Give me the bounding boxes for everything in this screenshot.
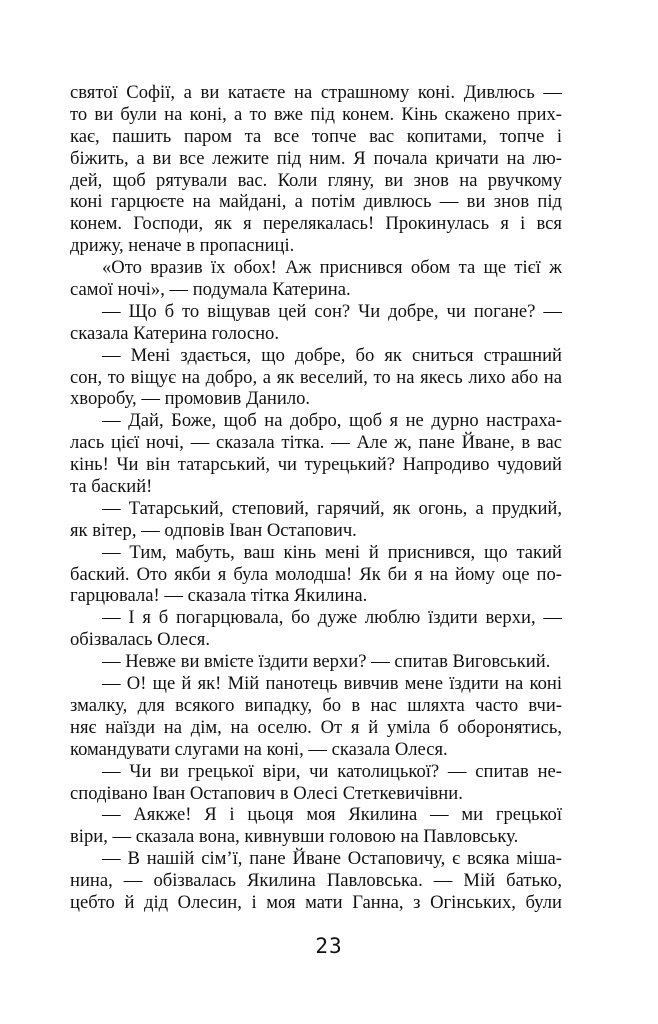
text-line: няє наїзди на дім, на оселю. От я й уміла б оборонятись, <box>70 716 562 738</box>
text-line: святої Софії, а ви катаєте на страшному коні. Дивлюсь — <box>70 82 562 103</box>
text-line: коні гарцюєте на майдані, а потім дивлюсь — ви знов під <box>70 191 562 213</box>
text-line: — В нашій сім’ї, пане Йване Остаповичу, є всяка міша- <box>102 848 562 870</box>
text-line: біжить, а ви все лежите під ним. Я почала кричати на лю- <box>70 147 562 169</box>
text-line: — Аякже! Я і цьоця моя Якилина — ми грецької <box>102 804 562 826</box>
text-line: дей, щоб рятували вас. Коли гляну, ви знов на рвучкому <box>70 169 562 191</box>
text-line: змалку, для всякого випадку, бо в нас шляхта часто вчи- <box>70 694 562 716</box>
text-line: «Ото вразив їх обох! Аж приснився обом та ще тієї ж <box>102 257 562 279</box>
text-line: — Чи ви грецької віри, чи католицької? — спитав не- <box>102 760 562 782</box>
text-line: обізвалась Олеся. <box>70 629 211 651</box>
text-line: баский. Ото якби я була молодша! Як би я на йому оце по- <box>70 563 562 585</box>
text-line: — І я б погарцювала, бо дуже люблю їздити верхи, — <box>102 607 562 629</box>
text-line: — Що б то віщував цей сон? Чи добре, чи погане? — <box>102 300 562 322</box>
text-line: кає, пашить паром та все топче вас копитами, топче і <box>70 125 562 147</box>
text-line: сон, то віщує на добро, а як веселий, то на якесь лихо або на <box>70 366 562 388</box>
text-line: — Дай, Боже, щоб на добро, щоб я не дурно настраха- <box>102 410 562 432</box>
text-line: — Тим, мабуть, ваш кінь мені й приснився, що такий <box>102 541 562 563</box>
text-line: нина, — обізвалась Якилина Павловська. — Мій батько, <box>70 870 562 892</box>
text-line: цебто й дід Олесин, і моя мати Ганна, з Огінських, були <box>70 891 562 913</box>
text-line: гарцювала! — сказала тітка Якилина. <box>70 585 368 607</box>
text-line: командувати слугами на коні, — сказала Олеся. <box>70 738 448 760</box>
text-line: сподівано Іван Остапович в Олесі Стеткевичівни. <box>70 782 463 804</box>
text-line: — Невже ви вмієте їздити верхи? — спитав Виговський. <box>102 651 551 673</box>
text-line: конем. Господи, як я перелякалась! Прокинулась я і вся <box>70 213 562 235</box>
text-line: то ви були на коні, а то вже під конем. Кінь скажено прих- <box>70 103 562 125</box>
text-line: — Мені здається, що добре, бо як сниться страшний <box>102 344 562 366</box>
text-line: — Татарський, степовий, гарячий, як огонь, а прудкий, <box>102 497 562 519</box>
text-line: віри, — сказала вона, кивнувши головою на Павловську. <box>70 826 519 848</box>
text-line: кінь! Чи він татарський, чи турецький? Напродиво чудовий <box>70 454 562 476</box>
text-line: та баский! <box>70 476 153 498</box>
text-line: лась цієї ночі, — сказала тітка. — Але ж, пане Йване, в вас <box>70 432 562 454</box>
text-line: сказала Катерина голосно. <box>70 322 280 344</box>
body-text <box>70 82 562 914</box>
text-line: як вітер, — одповів Іван Остапович. <box>70 519 357 541</box>
text-line: дрижу, неначе в пропасниці. <box>70 235 295 257</box>
text-line: самої ночі», — подумала Катерина. <box>70 279 351 301</box>
text-line: — О! ще й як! Мій панотець вивчив мене їздити на коні <box>102 673 562 695</box>
page-number: 23 <box>315 934 343 958</box>
text-line: хворобу, — промовив Данило. <box>70 388 311 410</box>
